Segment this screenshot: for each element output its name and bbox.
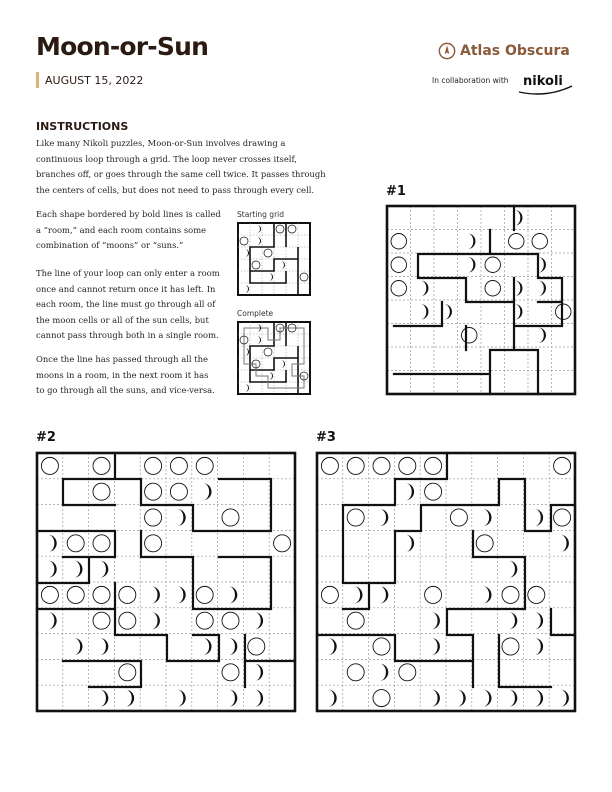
moon-cell xyxy=(203,483,212,500)
moon-cell xyxy=(229,638,238,655)
sun-cell xyxy=(425,483,442,500)
moon-cell xyxy=(100,638,109,655)
moon-cell xyxy=(509,612,518,629)
sun-cell xyxy=(554,509,571,526)
sun-cell xyxy=(196,586,213,603)
moon-cell xyxy=(48,612,57,629)
puzzle-1-label: #1 xyxy=(386,184,406,199)
sun-cell xyxy=(391,257,407,273)
sun-cell xyxy=(41,457,58,474)
text-line: branches off, or goes through the same cell twice. It passes through xyxy=(36,169,326,180)
sun-cell xyxy=(373,457,390,474)
sun-cell xyxy=(391,233,407,249)
sun-cell xyxy=(347,509,364,526)
instructions-paragraph-3 xyxy=(36,266,220,344)
text-line: The line of your loop can only enter a room xyxy=(36,268,220,278)
sun-cell xyxy=(196,457,213,474)
moon-cell xyxy=(229,690,238,707)
moon-cell xyxy=(535,690,544,707)
moon-cell xyxy=(48,561,57,578)
sun-cell xyxy=(196,612,213,629)
moon-cell xyxy=(538,257,546,273)
moon-cell xyxy=(380,509,389,526)
sun-cell xyxy=(502,638,519,655)
puzzle-3-label: #3 xyxy=(316,430,336,445)
moon-cell xyxy=(255,690,264,707)
puzzle-3-grid[interactable] xyxy=(316,452,576,712)
text-line: continuous loop through a grid. The loop never crosses itself, xyxy=(36,153,297,164)
moon-cell xyxy=(509,690,518,707)
collaboration-text: In collaboration with xyxy=(432,76,509,85)
sun-cell xyxy=(93,457,110,474)
starting-grid-label: Starting grid xyxy=(237,210,284,219)
moon-cell xyxy=(509,561,518,578)
sun-cell xyxy=(67,535,84,552)
moon-cell xyxy=(328,690,337,707)
moon-cell xyxy=(468,257,476,273)
nikoli-logo xyxy=(515,64,575,98)
text-line: combination of “moons” or “suns.” xyxy=(36,240,184,251)
sun-cell xyxy=(41,586,58,603)
sun-cell xyxy=(373,638,390,655)
text-line: cannot pass through both in a single room. xyxy=(36,330,219,341)
publish-date: AUGUST 15, 2022 xyxy=(45,74,144,87)
sun-cell xyxy=(425,586,442,603)
text-line: Each shape bordered by bold lines is called xyxy=(36,209,221,219)
moon-cell xyxy=(151,612,160,629)
grid-dotted-line xyxy=(387,206,575,394)
sun-cell xyxy=(347,457,364,474)
text-line: Like many Nikoli puzzles, Moon-or-Sun involves drawing a xyxy=(36,138,286,148)
moon-cell xyxy=(74,561,83,578)
sun-cell xyxy=(119,586,136,603)
sun-cell xyxy=(532,233,548,249)
moon-cell xyxy=(483,690,492,707)
moon-cell xyxy=(48,535,57,552)
sun-cell xyxy=(170,483,187,500)
text-line: each room, the line must go through all of xyxy=(36,299,216,310)
moon-cell xyxy=(100,690,109,707)
sun-cell xyxy=(248,638,265,655)
sun-cell xyxy=(399,457,416,474)
moon-cell xyxy=(380,586,389,603)
puzzle-2-grid[interactable] xyxy=(36,452,296,712)
sun-cell xyxy=(145,457,162,474)
moon-cell xyxy=(255,664,264,681)
moon-cell xyxy=(483,509,492,526)
sun-cell xyxy=(461,327,477,343)
sun-cell xyxy=(485,280,501,296)
sun-cell xyxy=(321,457,338,474)
moon-cell xyxy=(406,483,415,500)
moon-cell xyxy=(535,612,544,629)
brand-name: Atlas Obscura xyxy=(460,43,570,59)
moon-cell xyxy=(406,535,415,552)
moon-cell xyxy=(468,233,476,249)
grid-dotted-lines xyxy=(387,206,575,394)
compass-logo-icon xyxy=(438,42,456,60)
sun-cell xyxy=(145,509,162,526)
sun-cell xyxy=(555,304,571,320)
sun-cell xyxy=(222,509,239,526)
sun-cell xyxy=(508,233,524,249)
moon-cell xyxy=(515,304,523,320)
sun-cell xyxy=(347,612,364,629)
moon-cell xyxy=(431,638,440,655)
moon-cell xyxy=(328,638,337,655)
puzzle-2-label: #2 xyxy=(36,430,56,445)
sun-cell xyxy=(145,535,162,552)
instructions-paragraph-4 xyxy=(36,352,215,399)
sun-cell xyxy=(170,457,187,474)
sun-cell xyxy=(485,257,501,273)
moon-cell xyxy=(535,638,544,655)
moon-cell xyxy=(255,612,264,629)
sun-cell xyxy=(93,612,110,629)
sun-cell xyxy=(321,586,338,603)
sun-cell xyxy=(222,664,239,681)
sun-cell xyxy=(119,612,136,629)
sun-cell xyxy=(347,664,364,681)
moon-cell xyxy=(431,612,440,629)
instructions-heading: INSTRUCTIONS xyxy=(36,120,129,133)
moon-cell xyxy=(354,586,363,603)
moon-cell xyxy=(203,638,212,655)
sun-cell xyxy=(373,690,390,707)
moon-cell xyxy=(177,586,186,603)
moon-cell xyxy=(177,509,186,526)
sun-cell xyxy=(222,612,239,629)
moon-cell xyxy=(535,509,544,526)
moon-cell xyxy=(538,327,546,343)
sun-cell xyxy=(450,509,467,526)
moon-cell xyxy=(560,535,569,552)
sun-cell xyxy=(554,457,571,474)
complete-grid-label: Complete xyxy=(237,309,274,318)
text-line: the centers of cells, but does not need to pass through every cell. xyxy=(36,184,315,195)
sun-cell xyxy=(528,586,545,603)
moon-cell xyxy=(151,586,160,603)
text-line: the moon cells or all of the sun cells, but xyxy=(36,314,209,325)
text-line: a “room,” and each room contains some xyxy=(36,224,207,235)
moon-cell xyxy=(100,561,109,578)
moon-cell xyxy=(421,304,429,320)
nikoli-wordmark: nikoli xyxy=(523,74,563,89)
moon-cell xyxy=(74,638,83,655)
example-complete-grid xyxy=(237,321,311,395)
moon-cell xyxy=(560,690,569,707)
moon-cell xyxy=(380,664,389,681)
moon-cell xyxy=(515,210,523,226)
moon-cell xyxy=(538,280,546,296)
moon-cell xyxy=(229,586,238,603)
text-line: to go through all the suns, and vice-versa. xyxy=(36,385,215,396)
moon-cell xyxy=(515,280,523,296)
moon-cell xyxy=(457,690,466,707)
moon-cell xyxy=(177,690,186,707)
sun-cell xyxy=(391,280,407,296)
moon-cell xyxy=(421,280,429,296)
text-line: once and cannot return once it has left. In xyxy=(36,283,216,294)
moon-cell xyxy=(444,304,452,320)
moon-cell xyxy=(431,690,440,707)
moon-cell xyxy=(483,586,492,603)
sun-cell xyxy=(67,586,84,603)
puzzle-1-grid[interactable] xyxy=(386,205,576,395)
instructions-paragraph-2 xyxy=(36,207,221,254)
date-accent-bar xyxy=(36,72,39,88)
page-title: Moon-or-Sun xyxy=(36,32,209,61)
text-line: moons in a room, in the next room it has xyxy=(36,369,209,380)
sun-cell xyxy=(93,586,110,603)
text-line: Once the line has passed through all the xyxy=(36,354,208,364)
sun-cell xyxy=(119,664,136,681)
moon-cell xyxy=(126,690,135,707)
sun-cell xyxy=(425,457,442,474)
example-starting-grid xyxy=(237,222,311,296)
sun-cell xyxy=(274,535,291,552)
instructions-paragraph-1 xyxy=(36,136,326,198)
sun-cell xyxy=(93,483,110,500)
sun-cell xyxy=(399,664,416,681)
sun-cell xyxy=(502,586,519,603)
sun-cell xyxy=(93,535,110,552)
sun-cell xyxy=(476,535,493,552)
sun-cell xyxy=(145,483,162,500)
